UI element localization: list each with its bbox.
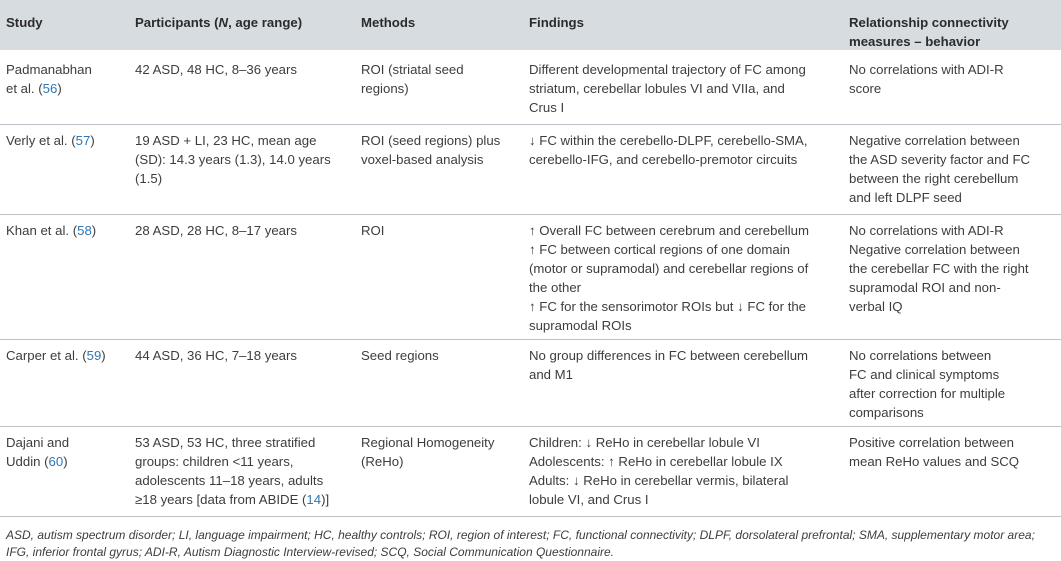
row1-findings: Different developmental trajectory of FC among striatum, cerebellar lobules VI and VIIa, and Crus I	[529, 62, 806, 115]
row5-participants-ref-link[interactable]: 14	[306, 492, 322, 507]
row5-study	[6, 433, 126, 471]
row1-methods: ROI (striatal seed regions)	[361, 62, 464, 96]
row2-findings: ↓ FC within the cerebello-DLPF, cerebello-SMA, cerebello-IFG, and cerebello-premotor circuits	[529, 133, 808, 167]
table-footnote: ASD, autism spectrum disorder; LI, language impairment; HC, healthy controls; ROI, region of interest; FC, functional connectivity; DLPF, dorsolateral prefrontal; SMA, supplementary motor area; IFG, inferior frontal gyrus; ADI-R, Autism Diagnostic Interview-revised; SCQ, Social Communication Questionnaire.	[6, 528, 1035, 559]
row4-study-close: )	[101, 348, 106, 363]
row1-participants: 42 ASD, 48 HC, 8–36 years	[135, 62, 298, 77]
header-study: Study	[6, 15, 43, 30]
row5-study-close: )	[63, 454, 68, 469]
row1-study	[6, 60, 126, 98]
row1-study-close: )	[57, 81, 62, 96]
row3-findings: ↑ Overall FC between cerebrum and cerebellum ↑ FC between cortical regions of one domain (motor or supramodal) and cerebellar regions of the other ↑ FC for the sensorimotor ROIs but ↓ FC for the supramodal ROIs	[529, 223, 809, 333]
header-relationship: Relationship connectivity measures – behavior	[849, 15, 1009, 49]
header-methods: Methods	[361, 15, 416, 30]
row4-study-text: Carper et al. (	[6, 348, 87, 363]
row-divider	[0, 339, 1061, 340]
row5-study-text: Dajani and Uddin (	[6, 435, 70, 469]
row5-participants	[135, 433, 355, 509]
row2-relationship: Negative correlation between the ASD severity factor and FC between the right cerebellum and left DLPF seed	[849, 133, 1031, 205]
row4-methods: Seed regions	[361, 348, 439, 363]
row4-study-ref-link[interactable]: 59	[86, 348, 102, 363]
row1-relationship: No correlations with ADI-R score	[849, 62, 1004, 96]
row3-relationship: No correlations with ADI-R Negative correlation between the cerebellar FC with the right supramodal ROI and non- verbal IQ	[849, 223, 1029, 314]
row2-study	[6, 131, 126, 150]
header-findings: Findings	[529, 15, 584, 30]
row5-findings: Children: ↓ ReHo in cerebellar lobule VI Adolescents: ↑ ReHo in cerebellar lobule IX Adults: ↓ ReHo in cerebellar vermis, bilateral lobule VI, and Crus I	[529, 435, 789, 507]
row2-methods: ROI (seed regions) plus voxel-based analysis	[361, 133, 501, 167]
row2-participants: 19 ASD + LI, 23 HC, mean age (SD): 14.3 years (1.3), 14.0 years (1.5)	[135, 133, 331, 186]
row3-study-ref-link[interactable]: 58	[77, 223, 92, 238]
row5-participants-close: )]	[321, 492, 330, 507]
row5-participants-text: 53 ASD, 53 HC, three stratified groups: children <11 years, adolescents 11–18 years, adults ≥18 years [data from ABIDE (	[135, 435, 324, 507]
row4-study	[6, 346, 126, 365]
row3-methods: ROI	[361, 223, 385, 238]
row4-findings: No group differences in FC between cerebellum and M1	[529, 348, 809, 382]
row1-study-text: Padmanabhan et al. (	[6, 62, 92, 96]
header-participants	[135, 13, 355, 32]
row-divider	[0, 214, 1061, 215]
row2-study-text: Verly et al. (	[6, 133, 76, 148]
row3-study-text: Khan et al. (	[6, 223, 78, 238]
row-divider	[0, 426, 1061, 427]
row4-relationship: No correlations between FC and clinical symptoms after correction for multiple comparisons	[849, 348, 1006, 420]
row3-study	[6, 221, 126, 240]
row4-participants: 44 ASD, 36 HC, 7–18 years	[135, 348, 298, 363]
header-participants-pre: Participants (	[135, 15, 219, 30]
row3-participants: 28 ASD, 28 HC, 8–17 years	[135, 223, 298, 238]
row1-study-ref-link[interactable]: 56	[42, 81, 58, 96]
row5-relationship: Positive correlation between mean ReHo values and SCQ	[849, 435, 1020, 469]
header-participants-post: , age range)	[228, 15, 303, 30]
header-participants-n: N	[218, 15, 229, 30]
row2-study-close: )	[90, 133, 95, 148]
table-bottom-rule	[0, 516, 1061, 517]
row3-study-close: )	[91, 223, 97, 238]
row5-methods: Regional Homogeneity (ReHo)	[361, 435, 495, 469]
row2-study-ref-link[interactable]: 57	[75, 133, 91, 148]
row-divider	[0, 124, 1061, 125]
row5-study-ref-link[interactable]: 60	[48, 454, 64, 469]
